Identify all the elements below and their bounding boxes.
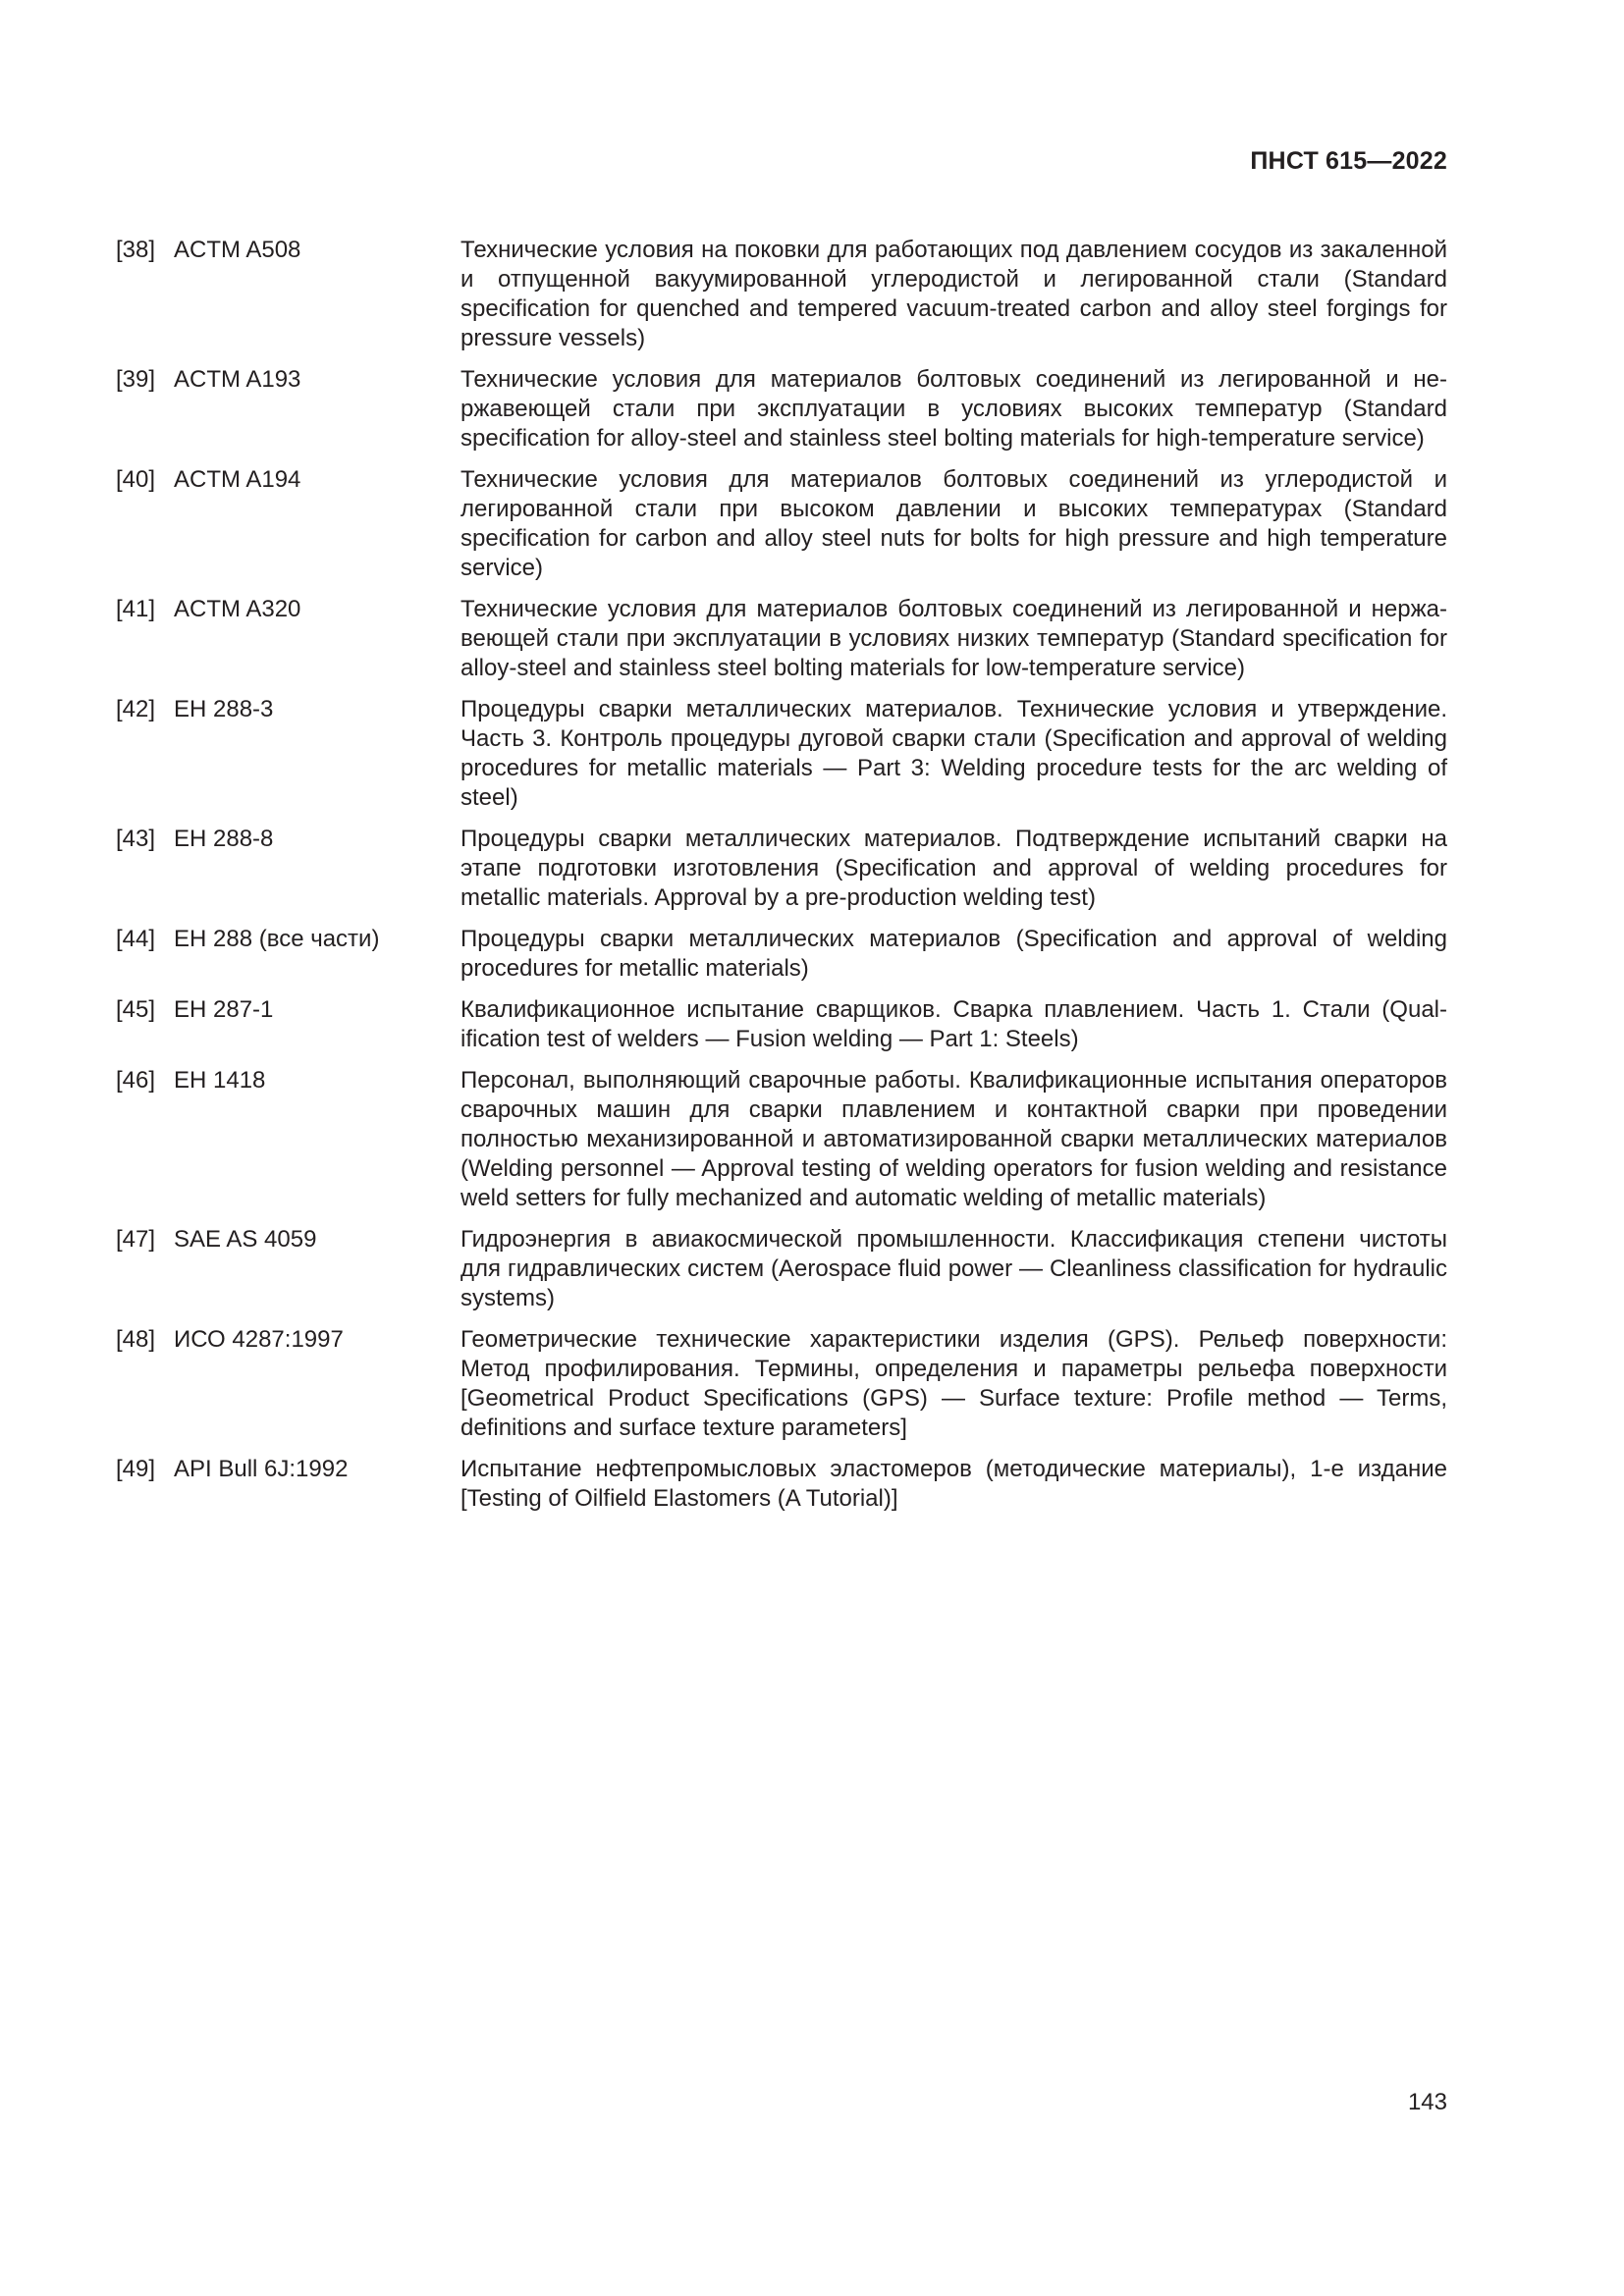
bibliography-entry [116, 825, 1447, 913]
bibliography-list [116, 236, 1447, 1525]
entry-description: Процедуры сварки металлических материалов. Технические условия и утверждение. Часть 3. Контроль процедуры дуговой сварки стали (Specification and approval of welding procedures for metallic materials — Part 3: Welding procedure tests for the arc welding of steel) [460, 696, 1447, 811]
entry-description: Испытание нефтепромысловых эластомеров (методические материалы), 1-е издание [Testing of Oilfield Elastomers (A Tutorial)] [460, 1456, 1447, 1512]
standard-code: EH 288 (все части) [174, 926, 380, 952]
bibliography-entry [116, 365, 1447, 454]
entry-description: Технические условия для материалов болтовых соединений из легированной и нержавеющей стали при эксплуатации в условиях высоких температур (Standard specification for alloy-steel and stainless steel bolting materials for high-temperature service) [460, 366, 1447, 452]
bibliography-entry [116, 1066, 1447, 1213]
standard-code: ИСО 4287:1997 [174, 1326, 344, 1353]
entry-number: [45] [116, 996, 156, 1023]
entry-description: Технические условия для материалов болтовых соединений из легированной и нержавеющей стали при эксплуатации в условиях низких температур (Standard specification for alloy-steel and stainless steel bolting materials for low-temperature service) [460, 596, 1447, 681]
entry-number: [44] [116, 926, 156, 952]
bibliography-entry [116, 595, 1447, 683]
entry-number: [43] [116, 826, 156, 852]
entry-description: Геометрические технические характеристики изделия (GPS). Рельеф поверхности: Метод профилирования. Термины, определения и параметры рельефа поверхности [Geometrical Product Specifications (GPS) — Surface texture: Profile method — Terms, definitions and surface texture parameters] [460, 1326, 1447, 1441]
standard-code: EH 288-8 [174, 826, 274, 852]
standard-code: API Bull 6J:1992 [174, 1456, 349, 1482]
document-id-header: ПНСТ 615—2022 [1250, 147, 1447, 175]
standard-code: ACTM A508 [174, 237, 301, 263]
page-number: 143 [1407, 2089, 1447, 2115]
entry-description: Процедуры сварки металлических материалов. Подтверждение испытаний сварки на этапе подготовки изготовления (Specification and approval of welding procedures for metallic materials. Approval by a pre-production welding test) [460, 826, 1447, 911]
entry-number: [38] [116, 237, 156, 263]
entry-description: Гидроэнергия в авиакосмической промышленности. Классификация степени чистоты для гидравлических систем (Aerospace fluid power — Cleanliness classification for hydraulic systems) [460, 1226, 1447, 1311]
entry-number: [40] [116, 466, 156, 493]
entry-number: [46] [116, 1067, 156, 1094]
entry-number: [49] [116, 1456, 156, 1482]
entry-number: [39] [116, 366, 156, 393]
entry-description: Процедуры сварки металлических материалов (Specification and approval of welding procedures for metallic materials) [460, 926, 1447, 982]
entry-number: [41] [116, 596, 156, 622]
standard-code: EH 288-3 [174, 696, 274, 722]
bibliography-entry [116, 695, 1447, 813]
standard-code: EH 287-1 [174, 996, 274, 1023]
bibliography-entry [116, 995, 1447, 1054]
bibliography-entry [116, 1225, 1447, 1313]
bibliography-entry [116, 236, 1447, 353]
standard-code: ACTM A194 [174, 466, 301, 493]
standard-code: ACTM A193 [174, 366, 301, 393]
standard-code: SAE AS 4059 [174, 1226, 317, 1253]
bibliography-entry [116, 465, 1447, 583]
entry-description: Технические условия на поковки для работающих под давлением сосудов из закаленной и отпущенной вакуумированной углеродистой и легированной стали (Standard specification for quenched and tempered vacuum-treated carbon and alloy steel forgings for pressure vessels) [460, 237, 1447, 351]
entry-description: Квалификационное испытание сварщиков. Сварка плавлением. Часть 1. Стали (Qualification test of welders — Fusion welding — Part 1: Steels) [460, 996, 1447, 1052]
entry-description: Технические условия для материалов болтовых соединений из углеродистой и легированной стали при высоком давлении и высоких температурах (Standard specification for carbon and alloy steel nuts for bolts for high pressure and high temperature service) [460, 466, 1447, 581]
entry-number: [48] [116, 1326, 156, 1353]
bibliography-entry [116, 925, 1447, 984]
entry-number: [42] [116, 696, 156, 722]
bibliography-entry [116, 1325, 1447, 1443]
bibliography-entry [116, 1455, 1447, 1514]
standard-code: EH 1418 [174, 1067, 266, 1094]
entry-number: [47] [116, 1226, 156, 1253]
entry-description: Персонал, выполняющий сварочные работы. Квалификационные испытания операторов сварочных машин для сварки плавлением и контактной сварки при проведении полностью механизированной и автоматизированной сварки металлических материалов (Welding personnel — Approval testing of welding operators for fusion welding and resistance weld setters for fully mechanized and automatic welding of metallic materials) [460, 1067, 1447, 1211]
standard-code: ACTM A320 [174, 596, 301, 622]
